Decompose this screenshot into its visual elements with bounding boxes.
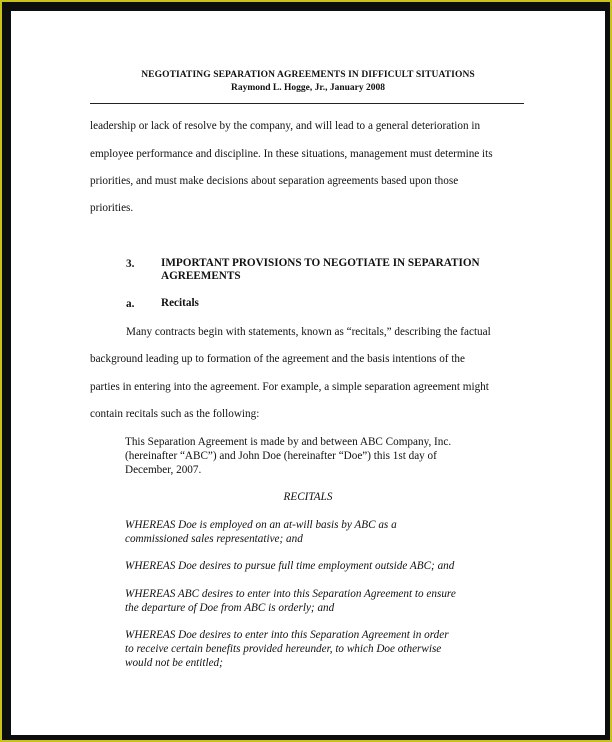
recitals-para-line-4: contain recitals such as the following: — [90, 408, 260, 420]
document-page — [11, 11, 605, 735]
header-rule — [90, 103, 524, 104]
intro-line-1: leadership or lack of resolve by the company, and will lead to a general deterioration in — [90, 120, 481, 132]
section-title-line-2: AGREEMENTS — [161, 270, 241, 282]
whereas-3-line-1: WHEREAS ABC desires to enter into this Separation Agreement to ensure — [125, 588, 456, 600]
section-title-line-1: IMPORTANT PROVISIONS TO NEGOTIATE IN SEPARATION — [161, 257, 480, 269]
whereas-3-line-2: the departure of Doe from ABC is orderly; and — [125, 602, 335, 614]
intro-line-2: employee performance and discipline. In these situations, management must determine its — [90, 148, 493, 160]
subsection-title: Recitals — [161, 297, 199, 309]
document-title: NEGOTIATING SEPARATION AGREEMENTS IN DIFFICULT SITUATIONS — [141, 70, 475, 80]
example-line-1: This Separation Agreement is made by and between ABC Company, Inc. — [125, 436, 452, 448]
whereas-1-line-1: WHEREAS Doe is employed on an at-will basis by ABC as a — [125, 519, 397, 531]
example-line-3: December, 2007. — [125, 464, 202, 476]
recitals-heading: RECITALS — [283, 491, 333, 503]
section-number: 3. — [126, 258, 135, 270]
recitals-para-line-2: background leading up to formation of the agreement and the basis intentions of the — [90, 353, 465, 365]
whereas-4-line-3: would not be entitled; — [125, 657, 223, 669]
whereas-2-line-1: WHEREAS Doe desires to pursue full time employment outside ABC; and — [125, 560, 455, 572]
whereas-4-line-1: WHEREAS Doe desires to enter into this Separation Agreement in order — [125, 629, 449, 641]
example-line-2: (hereinafter “ABC”) and John Doe (hereinafter “Doe”) this 1st day of — [125, 450, 437, 462]
recitals-para-line-3: parties in entering into the agreement. For example, a simple separation agreement might — [90, 381, 489, 393]
intro-line-4: priorities. — [90, 202, 134, 214]
whereas-1-line-2: commissioned sales representative; and — [125, 533, 303, 545]
whereas-4-line-2: to receive certain benefits provided hereunder, to which Doe otherwise — [125, 643, 442, 655]
document-author-date: Raymond L. Hogge, Jr., January 2008 — [230, 83, 386, 93]
intro-line-3: priorities, and must make decisions about separation agreements based upon those — [90, 175, 459, 187]
subsection-letter: a. — [126, 298, 135, 310]
recitals-para-line-1: Many contracts begin with statements, known as “recitals,” describing the factual — [126, 326, 491, 338]
